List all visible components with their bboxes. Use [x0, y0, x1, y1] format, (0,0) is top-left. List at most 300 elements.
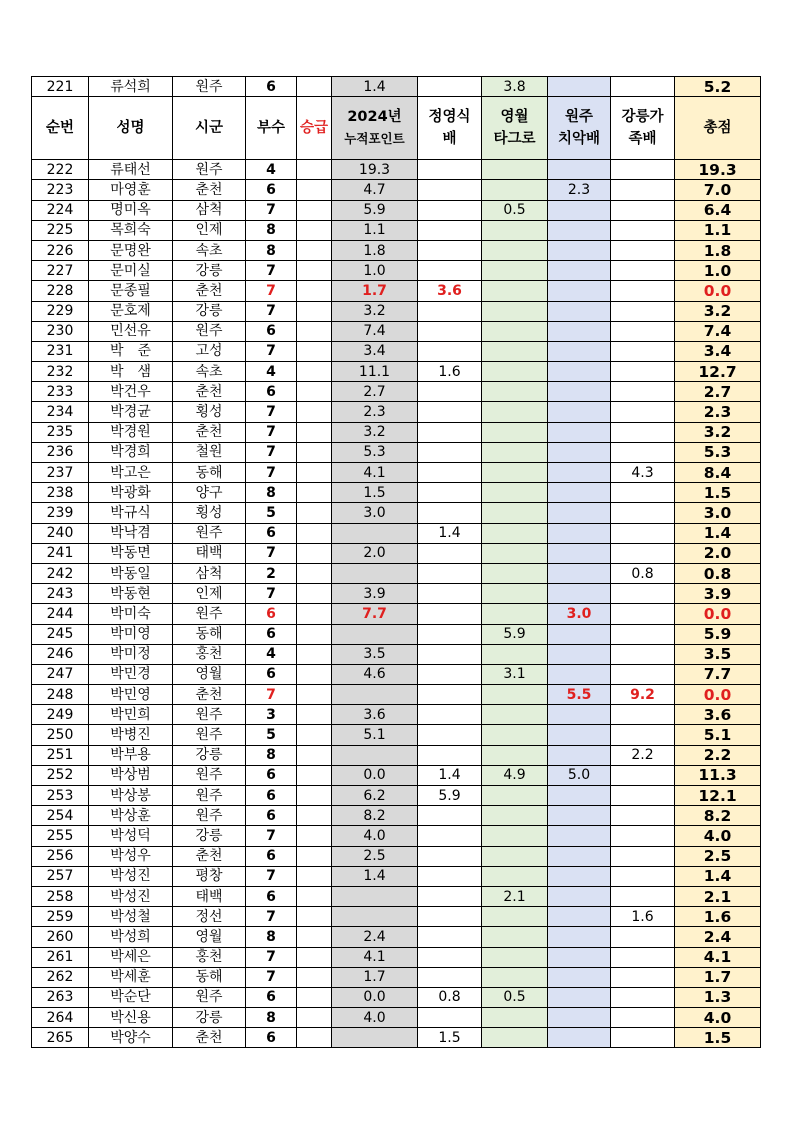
table-row: [32, 402, 761, 422]
cell-promotion: [297, 725, 332, 745]
cell-gangneung-family-cup: [611, 987, 675, 1007]
cell-points: 1.5: [332, 483, 418, 503]
cell-jeongyoungsik-cup: [418, 503, 482, 523]
cell-city: 삼척: [173, 563, 246, 583]
cell-city: 정선: [173, 907, 246, 927]
cell-name: 명미옥: [89, 200, 173, 220]
cell-name: 박경희: [89, 442, 173, 462]
cell-promotion: [297, 1008, 332, 1028]
cell-total: 1.5: [675, 483, 761, 503]
cell-grade: 3: [246, 705, 297, 725]
cell-name: 박민희: [89, 705, 173, 725]
cell-points: 4.6: [332, 664, 418, 684]
cell-wonju-chiak-cup: [548, 886, 611, 906]
cell-wonju-chiak-cup: [548, 866, 611, 886]
table-row: [32, 200, 761, 220]
cell-no: 223: [32, 180, 89, 200]
cell-jeongyoungsik-cup: [418, 382, 482, 402]
cell-promotion: [297, 483, 332, 503]
cell-wonju-chiak-cup: [548, 301, 611, 321]
cell-total: 1.0: [675, 261, 761, 281]
cell-wonju-chiak-cup: [548, 664, 611, 684]
cell-no: 236: [32, 442, 89, 462]
cell-grade: 7: [246, 947, 297, 967]
cell-no: 248: [32, 685, 89, 705]
cell-city: 횡성: [173, 402, 246, 422]
cell-jeongyoungsik-cup: [418, 422, 482, 442]
cell-grade: 6: [246, 765, 297, 785]
cell-wonju-chiak-cup: [548, 422, 611, 442]
cell-jeongyoungsik-cup: [418, 826, 482, 846]
cell-points: 0.0: [332, 987, 418, 1007]
cell-promotion: [297, 442, 332, 462]
cell-no: 264: [32, 1008, 89, 1028]
header-city: 시군: [173, 97, 246, 160]
cell-yeongwol-tagro: [482, 422, 548, 442]
cell-grade: 6: [246, 604, 297, 624]
cell-city: 원주: [173, 786, 246, 806]
cell-total: 8.2: [675, 806, 761, 826]
ranking-table: [31, 76, 761, 1048]
cell-city: 강릉: [173, 301, 246, 321]
cell-gangneung-family-cup: [611, 261, 675, 281]
cell-city: 강릉: [173, 745, 246, 765]
cell-gangneung-family-cup: [611, 402, 675, 422]
cell-name: 박규식: [89, 503, 173, 523]
cell-grade: 6: [246, 523, 297, 543]
table-row: [32, 563, 761, 583]
cell-city: 철원: [173, 442, 246, 462]
cell-name: 류석희: [89, 77, 173, 97]
cell-total: 1.3: [675, 987, 761, 1007]
cell-wonju-chiak-cup: [548, 927, 611, 947]
table-row: [32, 866, 761, 886]
cell-yeongwol-tagro: [482, 1028, 548, 1048]
cell-wonju-chiak-cup: [548, 543, 611, 563]
cell-wonju-chiak-cup: [548, 463, 611, 483]
cell-gangneung-family-cup: 0.8: [611, 563, 675, 583]
cell-total: 3.2: [675, 422, 761, 442]
cell-wonju-chiak-cup: [548, 281, 611, 301]
cell-yeongwol-tagro: [482, 745, 548, 765]
cell-name: 박성희: [89, 927, 173, 947]
table-row: [32, 624, 761, 644]
cell-grade: 7: [246, 442, 297, 462]
cell-promotion: [297, 886, 332, 906]
cell-city: 원주: [173, 987, 246, 1007]
cell-promotion: [297, 907, 332, 927]
cell-city: 삼척: [173, 200, 246, 220]
cell-jeongyoungsik-cup: [418, 341, 482, 361]
table-row: [32, 301, 761, 321]
cell-points: 7.7: [332, 604, 418, 624]
cell-points: 1.7: [332, 967, 418, 987]
cell-name: 류태선: [89, 160, 173, 180]
cell-gangneung-family-cup: [611, 382, 675, 402]
cell-points: 3.5: [332, 644, 418, 664]
cell-total: 1.8: [675, 240, 761, 260]
cell-city: 춘천: [173, 180, 246, 200]
cell-name: 문명완: [89, 240, 173, 260]
cell-total: 5.9: [675, 624, 761, 644]
cell-city: 강릉: [173, 261, 246, 281]
table-row: [32, 77, 761, 97]
cell-city: 원주: [173, 321, 246, 341]
cell-promotion: [297, 987, 332, 1007]
cell-gangneung-family-cup: [611, 341, 675, 361]
cell-city: 춘천: [173, 685, 246, 705]
cell-grade: 4: [246, 644, 297, 664]
cell-total: 3.9: [675, 584, 761, 604]
cell-jeongyoungsik-cup: [418, 806, 482, 826]
cell-points: 3.4: [332, 341, 418, 361]
table-row: [32, 947, 761, 967]
cell-gangneung-family-cup: [611, 927, 675, 947]
cell-promotion: [297, 281, 332, 301]
cell-gangneung-family-cup: [611, 160, 675, 180]
cell-jeongyoungsik-cup: [418, 947, 482, 967]
cell-yeongwol-tagro: [482, 180, 548, 200]
cell-grade: 6: [246, 886, 297, 906]
cell-gangneung-family-cup: [611, 786, 675, 806]
cell-grade: 8: [246, 927, 297, 947]
cell-name: 문종필: [89, 281, 173, 301]
cell-wonju-chiak-cup: [548, 77, 611, 97]
cell-total: 12.7: [675, 362, 761, 382]
cell-no: 249: [32, 705, 89, 725]
cell-grade: 5: [246, 725, 297, 745]
cell-promotion: [297, 947, 332, 967]
cell-name: 박양수: [89, 1028, 173, 1048]
cell-jeongyoungsik-cup: [418, 907, 482, 927]
cell-total: 2.3: [675, 402, 761, 422]
cell-no: 230: [32, 321, 89, 341]
cell-points: 1.1: [332, 220, 418, 240]
cell-wonju-chiak-cup: [548, 240, 611, 260]
cell-grade: 7: [246, 422, 297, 442]
cell-no: 242: [32, 563, 89, 583]
cell-promotion: [297, 846, 332, 866]
cell-grade: 6: [246, 321, 297, 341]
cell-jeongyoungsik-cup: [418, 261, 482, 281]
cell-gangneung-family-cup: [611, 301, 675, 321]
cell-promotion: [297, 765, 332, 785]
cell-promotion: [297, 523, 332, 543]
cell-total: 3.2: [675, 301, 761, 321]
cell-promotion: [297, 77, 332, 97]
cell-yeongwol-tagro: [482, 685, 548, 705]
table-row: [32, 220, 761, 240]
cell-grade: 7: [246, 301, 297, 321]
cell-gangneung-family-cup: [611, 220, 675, 240]
cell-promotion: [297, 866, 332, 886]
cell-grade: 7: [246, 826, 297, 846]
cell-points: [332, 1028, 418, 1048]
cell-total: 3.0: [675, 503, 761, 523]
cell-total: 11.3: [675, 765, 761, 785]
cell-yeongwol-tagro: [482, 240, 548, 260]
cell-grade: 7: [246, 341, 297, 361]
cell-jeongyoungsik-cup: [418, 301, 482, 321]
cell-wonju-chiak-cup: [548, 503, 611, 523]
cell-points: 11.1: [332, 362, 418, 382]
cell-jeongyoungsik-cup: [418, 1008, 482, 1028]
cell-points: 2.5: [332, 846, 418, 866]
cell-points: [332, 563, 418, 583]
cell-promotion: [297, 382, 332, 402]
table-row: [32, 765, 761, 785]
table-row: [32, 523, 761, 543]
cell-yeongwol-tagro: [482, 604, 548, 624]
cell-wonju-chiak-cup: [548, 584, 611, 604]
table-row: [32, 362, 761, 382]
cell-gangneung-family-cup: [611, 967, 675, 987]
cell-grade: 5: [246, 503, 297, 523]
cell-grade: 6: [246, 987, 297, 1007]
cell-gangneung-family-cup: [611, 200, 675, 220]
cell-grade: 6: [246, 180, 297, 200]
cell-name: 박민경: [89, 664, 173, 684]
cell-points: [332, 523, 418, 543]
cell-promotion: [297, 664, 332, 684]
header-yeongwol-tagro: 영월 타그로: [482, 97, 548, 160]
cell-city: 원주: [173, 77, 246, 97]
cell-no: 239: [32, 503, 89, 523]
cell-wonju-chiak-cup: [548, 806, 611, 826]
cell-wonju-chiak-cup: 3.0: [548, 604, 611, 624]
cell-jeongyoungsik-cup: [418, 584, 482, 604]
cell-jeongyoungsik-cup: [418, 664, 482, 684]
cell-yeongwol-tagro: [482, 362, 548, 382]
cell-jeongyoungsik-cup: 1.6: [418, 362, 482, 382]
cell-wonju-chiak-cup: [548, 200, 611, 220]
table-row: [32, 705, 761, 725]
cell-wonju-chiak-cup: [548, 786, 611, 806]
cell-total: 5.1: [675, 725, 761, 745]
cell-no: 259: [32, 907, 89, 927]
cell-name: 박민영: [89, 685, 173, 705]
cell-gangneung-family-cup: [611, 240, 675, 260]
cell-total: 7.0: [675, 180, 761, 200]
cell-grade: 2: [246, 563, 297, 583]
cell-city: 동해: [173, 967, 246, 987]
table-header-row: [32, 97, 761, 160]
cell-yeongwol-tagro: [482, 563, 548, 583]
cell-name: 박 준: [89, 341, 173, 361]
cell-city: 동해: [173, 463, 246, 483]
cell-wonju-chiak-cup: [548, 160, 611, 180]
cell-yeongwol-tagro: [482, 523, 548, 543]
cell-city: 영월: [173, 927, 246, 947]
table-row: [32, 927, 761, 947]
cell-points: 1.0: [332, 261, 418, 281]
cell-points: [332, 685, 418, 705]
cell-points: 2.0: [332, 543, 418, 563]
cell-promotion: [297, 341, 332, 361]
cell-yeongwol-tagro: [482, 261, 548, 281]
table-row: [32, 543, 761, 563]
cell-name: 박성진: [89, 866, 173, 886]
cell-no: 253: [32, 786, 89, 806]
cell-grade: 7: [246, 261, 297, 281]
cell-yeongwol-tagro: [482, 281, 548, 301]
cell-name: 박 샘: [89, 362, 173, 382]
table-row: [32, 987, 761, 1007]
cell-total: 19.3: [675, 160, 761, 180]
cell-no: 246: [32, 644, 89, 664]
cell-gangneung-family-cup: [611, 826, 675, 846]
cell-jeongyoungsik-cup: [418, 402, 482, 422]
cell-name: 박미영: [89, 624, 173, 644]
header-points: 2024년 누적포인트: [332, 97, 418, 160]
cell-name: 박광화: [89, 483, 173, 503]
cell-no: 238: [32, 483, 89, 503]
cell-no: 234: [32, 402, 89, 422]
header-jeongyoungsik-cup: 정영식 배: [418, 97, 482, 160]
cell-gangneung-family-cup: [611, 321, 675, 341]
cell-wonju-chiak-cup: [548, 987, 611, 1007]
cell-name: 박신용: [89, 1008, 173, 1028]
table-row: [32, 846, 761, 866]
cell-gangneung-family-cup: [611, 604, 675, 624]
cell-total: 4.0: [675, 1008, 761, 1028]
cell-city: 태백: [173, 543, 246, 563]
cell-points: [332, 624, 418, 644]
cell-total: 1.4: [675, 523, 761, 543]
cell-total: 4.1: [675, 947, 761, 967]
cell-gangneung-family-cup: [611, 503, 675, 523]
table-row: [32, 886, 761, 906]
header-grade: 부수: [246, 97, 297, 160]
cell-jeongyoungsik-cup: [418, 886, 482, 906]
cell-gangneung-family-cup: [611, 442, 675, 462]
table-row: [32, 240, 761, 260]
cell-wonju-chiak-cup: 5.0: [548, 765, 611, 785]
cell-gangneung-family-cup: [611, 180, 675, 200]
cell-yeongwol-tagro: [482, 947, 548, 967]
cell-jeongyoungsik-cup: 5.9: [418, 786, 482, 806]
cell-yeongwol-tagro: [482, 826, 548, 846]
cell-name: 박동현: [89, 584, 173, 604]
cell-points: 19.3: [332, 160, 418, 180]
cell-yeongwol-tagro: [482, 725, 548, 745]
cell-no: 252: [32, 765, 89, 785]
cell-points: 5.9: [332, 200, 418, 220]
cell-city: 원주: [173, 523, 246, 543]
cell-promotion: [297, 463, 332, 483]
cell-jeongyoungsik-cup: [418, 442, 482, 462]
cell-jeongyoungsik-cup: [418, 866, 482, 886]
cell-grade: 6: [246, 806, 297, 826]
cell-jeongyoungsik-cup: [418, 77, 482, 97]
table-row: [32, 644, 761, 664]
cell-yeongwol-tagro: [482, 543, 548, 563]
cell-points: 2.3: [332, 402, 418, 422]
table-row: [32, 725, 761, 745]
cell-gangneung-family-cup: [611, 947, 675, 967]
cell-jeongyoungsik-cup: [418, 927, 482, 947]
cell-gangneung-family-cup: [611, 1008, 675, 1028]
cell-wonju-chiak-cup: 2.3: [548, 180, 611, 200]
cell-grade: 7: [246, 463, 297, 483]
cell-promotion: [297, 261, 332, 281]
cell-total: 1.1: [675, 220, 761, 240]
cell-yeongwol-tagro: [482, 220, 548, 240]
cell-no: 243: [32, 584, 89, 604]
cell-name: 박부용: [89, 745, 173, 765]
cell-no: 265: [32, 1028, 89, 1048]
cell-grade: 7: [246, 543, 297, 563]
cell-no: 255: [32, 826, 89, 846]
cell-promotion: [297, 321, 332, 341]
cell-gangneung-family-cup: [611, 624, 675, 644]
cell-yeongwol-tagro: [482, 442, 548, 462]
cell-points: 3.9: [332, 584, 418, 604]
cell-wonju-chiak-cup: [548, 261, 611, 281]
table-row: [32, 382, 761, 402]
header-name: 성명: [89, 97, 173, 160]
cell-promotion: [297, 826, 332, 846]
cell-total: 4.0: [675, 826, 761, 846]
cell-no: 241: [32, 543, 89, 563]
table-row: [32, 442, 761, 462]
cell-city: 원주: [173, 604, 246, 624]
cell-wonju-chiak-cup: [548, 624, 611, 644]
cell-wonju-chiak-cup: [548, 705, 611, 725]
cell-grade: 8: [246, 220, 297, 240]
cell-grade: 7: [246, 584, 297, 604]
cell-name: 박세훈: [89, 967, 173, 987]
cell-promotion: [297, 200, 332, 220]
table-row: [32, 503, 761, 523]
cell-points: [332, 886, 418, 906]
cell-jeongyoungsik-cup: [418, 220, 482, 240]
cell-gangneung-family-cup: [611, 705, 675, 725]
cell-gangneung-family-cup: [611, 664, 675, 684]
cell-grade: 7: [246, 685, 297, 705]
cell-city: 홍천: [173, 644, 246, 664]
cell-promotion: [297, 362, 332, 382]
cell-yeongwol-tagro: [482, 160, 548, 180]
cell-gangneung-family-cup: [611, 77, 675, 97]
cell-total: 5.3: [675, 442, 761, 462]
cell-total: 1.7: [675, 967, 761, 987]
cell-city: 인제: [173, 220, 246, 240]
cell-yeongwol-tagro: 3.1: [482, 664, 548, 684]
cell-promotion: [297, 685, 332, 705]
cell-points: 2.4: [332, 927, 418, 947]
cell-jeongyoungsik-cup: [418, 967, 482, 987]
cell-total: 7.4: [675, 321, 761, 341]
cell-city: 동해: [173, 624, 246, 644]
table-row: [32, 483, 761, 503]
cell-jeongyoungsik-cup: [418, 240, 482, 260]
cell-yeongwol-tagro: [482, 866, 548, 886]
cell-total: 2.0: [675, 543, 761, 563]
cell-jeongyoungsik-cup: [418, 685, 482, 705]
cell-promotion: [297, 604, 332, 624]
cell-name: 박순단: [89, 987, 173, 1007]
cell-name: 박병진: [89, 725, 173, 745]
cell-name: 박상봉: [89, 786, 173, 806]
cell-yeongwol-tagro: 4.9: [482, 765, 548, 785]
cell-name: 박성덕: [89, 826, 173, 846]
cell-yeongwol-tagro: [482, 967, 548, 987]
cell-total: 2.1: [675, 886, 761, 906]
cell-wonju-chiak-cup: [548, 563, 611, 583]
cell-wonju-chiak-cup: [548, 402, 611, 422]
cell-wonju-chiak-cup: [548, 725, 611, 745]
